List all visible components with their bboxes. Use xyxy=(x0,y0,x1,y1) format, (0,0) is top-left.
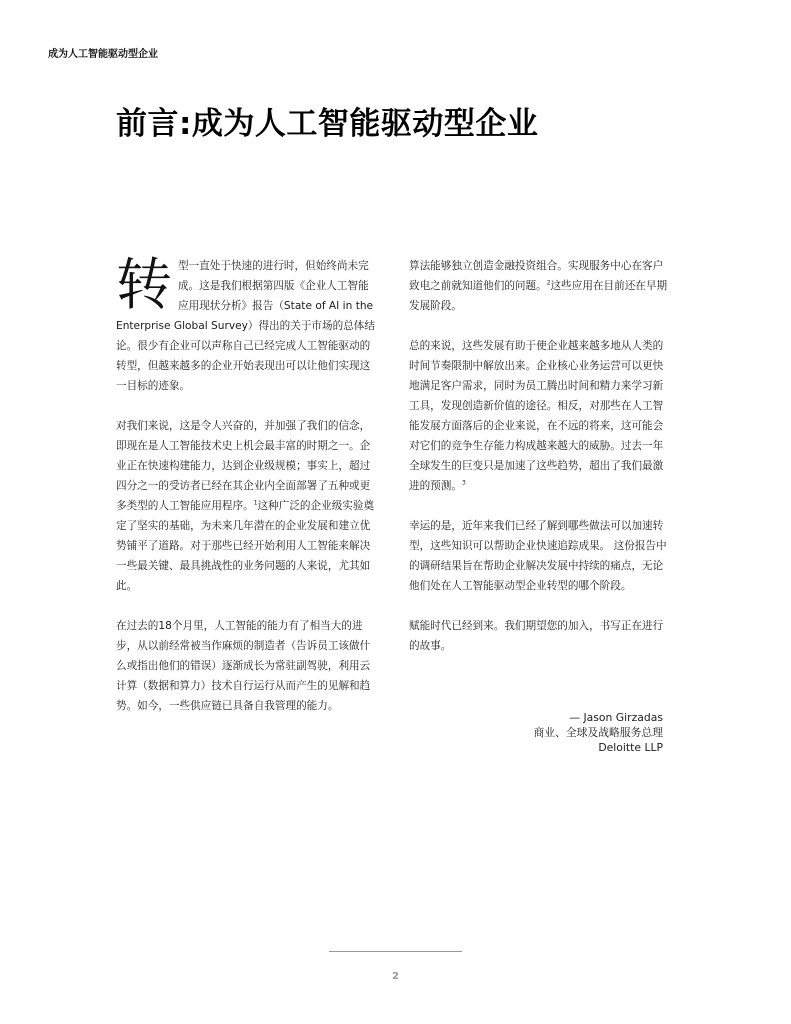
paragraph-5-text: 总的来说，这些发展有助于使企业越来越多地从人类的时间节奏限制中解放出来。企业核心业务运营可以更快地满足客户需求，同时为员工腾出时间和精力来学习新工具，发现创造新价值的途径。相反，对那些在人工智能发展方面落后的企业来说，在不远的将来，这可能会对它们的竞争生存能力构成越来越大的威胁。过去一年全球发生的巨变只是加速了这些趋势，超出了我们最激进的预测。 xyxy=(409,340,664,492)
paragraph-2-text-b: 这种广泛的企业级实验奠定了坚实的基础，为未来几年潜在的企业发展和建立优势铺平了道路。对于那些已经开始利用人工智能来解决一些最关键、最具挑战性的业务问题的人来说，尤其如此。 xyxy=(116,500,375,592)
signature-role: 商业、全球及战略服务总理 xyxy=(533,726,663,739)
intro-paragraph xyxy=(116,253,378,396)
paragraph-6: 幸运的是，近年来我们已经了解到哪些做法可以加速转型，这些知识可以帮助企业快速追踪成果。 这份报告中的调研结果旨在帮助企业解决发展中持续的痛点，无论他们处在人工智能驱动型企业转型的哪个阶段。 xyxy=(409,520,667,592)
intro-text: 型一直处于快速的进行时，但始终尚未完成。这是我们根据第四版《企业人工智能应用现状分析》报告（State of AI in the Enterprise Global Survey）得出的关于市场的总体结论。很少有企业可以声称自己已经完成人工智能驱动的转型，但越来越多的企业开始表现出可以让他们实现这一目标的迹象。 xyxy=(116,260,375,392)
right-column xyxy=(409,256,672,676)
paragraph-4-text-a: 算法能够独立创造金融投资组合。实现服务中心在客户致电之前就知道他们的问题。 xyxy=(409,260,664,292)
left-column xyxy=(116,253,378,736)
footnote-ref-2[interactable]: 2 xyxy=(546,279,551,287)
paragraph-2-text-a: 对我们来说，这是令人兴奋的，并加强了我们的信念，即现在是人工智能技术史上机会最丰富的时期之一。企业正在快速构建能力，达到企业级规模；事实上，超过四分之一的受访者已经在其企业内全面部署了五种或更多类型的人工智能应用程序。 xyxy=(116,420,371,512)
paragraph-7: 赋能时代已经到来。我们期望您的加入，书写正在进行的故事。 xyxy=(409,620,664,652)
paragraph-2 xyxy=(116,416,378,596)
footnote-ref-1[interactable]: 1 xyxy=(253,499,258,507)
running-header: 成为人工智能驱动型企业 xyxy=(48,49,158,60)
paragraph-3: 在过去的18个月里，人工智能的能力有了相当大的进步，从以前经常被当作麻烦的制造者（告诉员工该做什么或指出他们的错误）逐渐成长为常驻副驾驶，利用云计算（数据和算力）技术自行运行从而产生的见解和趋势。如今，一些供应链已具备自我管理的能力。 xyxy=(116,620,371,712)
paragraph-4 xyxy=(409,256,672,316)
dropcap: 转 xyxy=(116,253,172,318)
footnote-ref-3[interactable]: 3 xyxy=(461,479,466,487)
signature-name: — Jason Girzadas xyxy=(569,711,663,724)
paragraph-5 xyxy=(409,336,672,496)
page-number: 2 xyxy=(392,971,399,982)
page-title: 前言:成为人工智能驱动型企业 xyxy=(116,106,539,142)
signature-block xyxy=(533,710,663,755)
footer-divider xyxy=(329,951,462,952)
signature-company: Deloitte LLP xyxy=(598,741,663,754)
paragraph-4-text-b: 这些应用在目前还在早期发展阶段。 xyxy=(409,280,668,312)
